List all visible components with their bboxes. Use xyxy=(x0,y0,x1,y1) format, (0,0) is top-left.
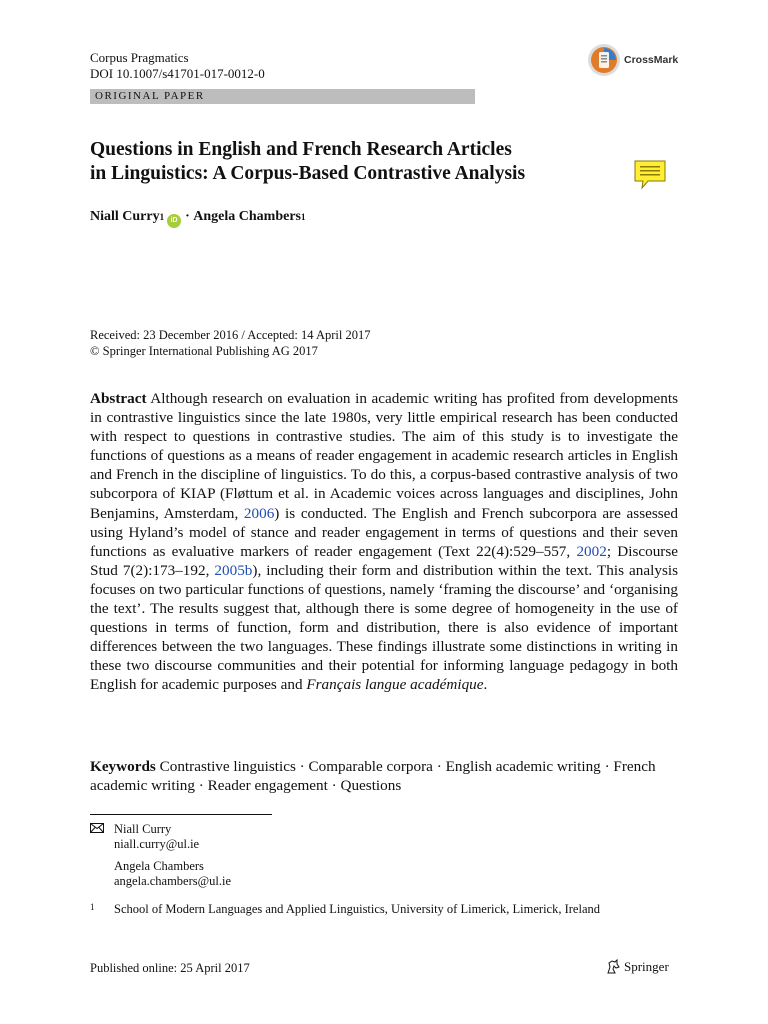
author-1-affil: 1 xyxy=(159,212,165,222)
keywords-label: Keywords xyxy=(90,758,156,775)
springer-logo xyxy=(605,959,669,975)
author-2-affil: 1 xyxy=(301,212,306,222)
abstract-text-4: ), including their form and distribution within the text. This analysis focuses on two particular functions of questions, namely ‘framing the discourse’ and ‘organising the text’. The results suggest that, although there is some degree of homogeneity in the use of questions in terms of function, form and distribution, there is also evidence of important differences between the two languages. These findings illustrate some distinctions in writing in these two discourse communities and their potential for informing language pedagogy in both English for academic purposes and xyxy=(90,561,678,694)
received-accepted: Received: 23 December 2016 / Accepted: 14 April 2017 xyxy=(90,328,371,342)
title-line-2: in Linguistics: A Corpus-Based Contrastive Analysis xyxy=(90,163,526,184)
abstract xyxy=(90,389,678,695)
springer-horse-icon xyxy=(605,959,621,975)
springer-label: Springer xyxy=(624,959,669,974)
abstract-label: Abstract xyxy=(90,390,147,407)
affiliation-text: School of Modern Languages and Applied Linguistics, University of Limerick, Limerick, Ireland xyxy=(114,902,600,916)
footnote-divider xyxy=(90,814,272,815)
journal-name: Corpus Pragmatics xyxy=(90,50,189,65)
affiliation-number: 1 xyxy=(90,902,95,912)
abstract-text-3: ; Discourse Stud 7(2):173–192, xyxy=(90,542,678,579)
journal-header xyxy=(90,50,265,82)
doi[interactable]: DOI 10.1007/s41701-017-0012-0 xyxy=(90,66,265,81)
contact-email-2[interactable]: angela.chambers@ul.ie xyxy=(114,874,232,888)
author-separator: · xyxy=(185,209,190,224)
author-1[interactable]: Niall Curry xyxy=(90,209,160,224)
abstract-text-1: Although research on evaluation in academic writing has profited from developments in contrastive linguistics since the late 1980s, very little empirical research has been conducted with respect to questions in contrastive studies. The aim of this study is to investigate the functions of questions as a means of reader engagement in academic research articles in English and French in the discipline of linguistics. To do this, a corpus-based contrastive analysis of two subcorpora of KIAP (Fløttum et al. in Academic voices across languages and disciplines, John Benjamins, Amsterdam, xyxy=(90,390,678,522)
citation-link-2002[interactable]: 2002 xyxy=(576,542,607,560)
author-line xyxy=(90,209,306,226)
comment-note-icon[interactable] xyxy=(634,160,666,195)
affiliation xyxy=(90,901,674,917)
keywords xyxy=(90,757,678,795)
crossmark-icon xyxy=(587,43,621,77)
abstract-end: . xyxy=(483,676,488,694)
title-line-1: Questions in English and French Research Articles xyxy=(90,139,512,160)
abstract-italic: Français langue académique xyxy=(306,676,484,694)
dates-block xyxy=(90,327,370,359)
crossmark-badge[interactable] xyxy=(587,43,678,77)
correspondence-block xyxy=(90,822,231,889)
orcid-icon[interactable]: iD xyxy=(167,214,181,228)
envelope-icon xyxy=(90,822,114,837)
contact-email-1[interactable]: niall.curry@ul.ie xyxy=(114,837,200,851)
article-title xyxy=(90,138,525,186)
citation-link-2005b[interactable]: 2005b xyxy=(214,561,253,579)
article-type-banner: ORIGINAL PAPER xyxy=(90,89,475,104)
contact-name-1: Niall Curry xyxy=(114,822,172,836)
contact-name-2: Angela Chambers xyxy=(114,859,204,873)
crossmark-label: CrossMark xyxy=(624,54,679,66)
citation-link-2006[interactable]: 2006 xyxy=(243,504,275,522)
published-online: Published online: 25 April 2017 xyxy=(90,961,250,975)
author-2[interactable]: Angela Chambers xyxy=(193,209,302,224)
abstract-text-2: ) is conducted. The English and French subcorpora are assessed using Hyland’s model of stance and reader engagement in terms of questions and their seven functions as evaluative markers of reader engagement (Text 22(4):529–557, xyxy=(90,504,679,560)
copyright: © Springer International Publishing AG 2017 xyxy=(90,344,318,358)
keywords-text: Contrastive linguistics · Comparable corpora · English academic writing · French academic writing · Reader engagement · Questions xyxy=(90,758,656,795)
